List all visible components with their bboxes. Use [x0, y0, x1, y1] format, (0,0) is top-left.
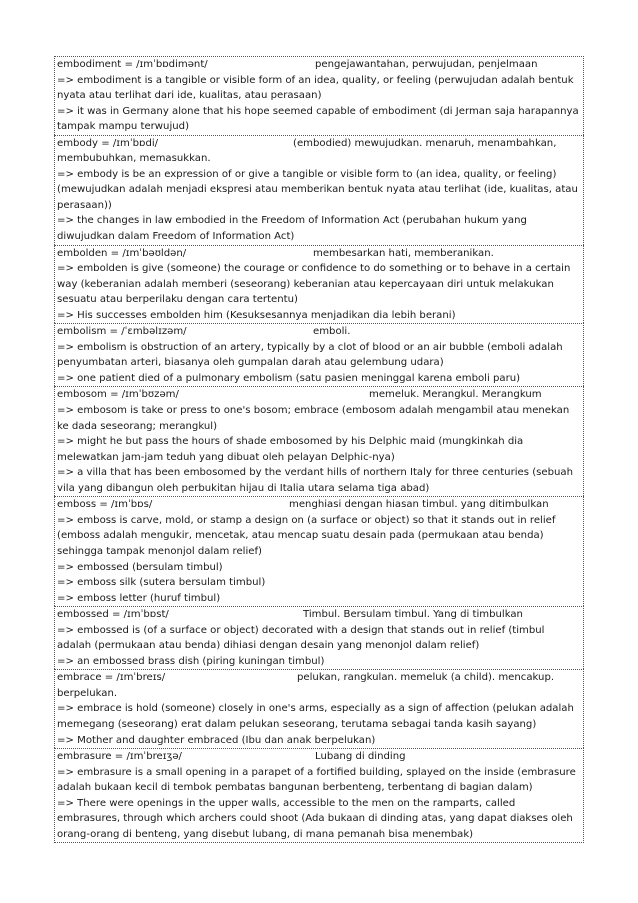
entry-line: => embodiment is a tangible or visible form of an idea, quality, or feeling (perwujudan adalah bentuk nyata atau terlihat dari ide, kualitas, atau perasaan) — [57, 74, 574, 102]
entry-line: => embolism is obstruction of an artery, typically by a clot of blood or an air bubble (emboli adalah penyumbatan arteri, biasanya oleh gumpalan darah atau gelembung udara) — [57, 341, 563, 369]
entry-embrace — [54, 669, 584, 748]
entry-translation: Timbul. Bersulam timbul. Yang di timbulkan — [303, 609, 523, 621]
entry-term: embrace = /ɪmˈbreɪs/ — [57, 672, 166, 684]
entry-translation-cont: berpelukan. — [57, 687, 118, 699]
entry-embolism — [54, 323, 584, 386]
entry-head — [57, 136, 581, 152]
entry-emboss — [54, 496, 584, 606]
entry-translation: emboli. — [313, 326, 351, 338]
entry-line: => the changes in law embodied in the Freedom of Information Act (perubahan hukum yang diwujudkan dalam Freedom of Information Act) — [57, 215, 527, 243]
entry-term: embolism = /ˈɛmbəlɪzəm/ — [57, 326, 187, 338]
entry-translation: memeluk. Merangkul. Merangkum — [369, 389, 542, 401]
entry-head — [57, 749, 581, 765]
entry-translation: pengejawantahan, perwujudan, penjelmaan — [315, 59, 538, 70]
entry-embosom — [54, 386, 584, 496]
entry-term: embossed = /ɪmˈbɒst/ — [57, 609, 169, 621]
entry-head — [57, 670, 581, 686]
entry-head — [57, 57, 581, 73]
entry-line: => emboss is carve, mold, or stamp a design on (a surface or object) so that it stands out in relief (emboss adalah mengukir, mencetak, atau mencap suatu desain pada (permukaan atau benda) sehingga tampak menonjol dalam relief) — [57, 514, 556, 557]
entry-translation: (embodied) mewujudkan. menaruh, menambahkan, — [293, 137, 557, 149]
entry-head — [57, 607, 581, 623]
entry-line: => it was in Germany alone that his hope seemed capable of embodiment (di Jerman saja harapannya tampak mampu terwujud) — [57, 105, 579, 133]
entry-line: => embosom is take or press to one's bosom; embrace (embosom adalah mengambil atau menekan ke dada seseorang; merangkul) — [57, 405, 570, 432]
entry-line: => one patient died of a pulmonary embolism (satu pasien meninggal karena emboli paru) — [57, 372, 521, 384]
entry-translation: menghiasi dengan hiasan timbul. yang ditimbulkan — [289, 499, 549, 511]
entry-head — [57, 387, 581, 403]
entry-translation: membesarkan hati, memberanikan. — [313, 247, 494, 259]
entry-embolden — [54, 245, 584, 324]
entry-line: => a villa that has been embosomed by the verdant hills of northern Italy for three centuries (sebuah vila yang dibangun oleh perbukitan hijau di Italia utara selama tiga abad) — [57, 467, 574, 494]
entry-line: => embrace is hold (someone) closely in one's arms, especially as a sign of affection (pelukan adalah memegang (seseorang) erat dalam pelukan seseorang, terutama sebagai tanda kasih sayang) — [57, 703, 574, 730]
entry-term: embodiment = /ɪmˈbɒdimənt/ — [57, 59, 208, 70]
entry-line: => embrasure is a small opening in a parapet of a fortified building, splayed on the inside (embrasure adalah bukaan kecil di tembok pembatas bangunan berbenteng, terbentang di bagian dalam) — [57, 766, 576, 794]
entry-line: => embossed (bersulam timbul) — [57, 561, 223, 573]
dictionary-table — [54, 56, 584, 843]
entry-line: => embolden is give (someone) the courage or confidence to do something or to behave in a certain way (keberanian adalah memberi (seseorang) keberanian atau kepercayaan diri untuk melakukan sesuatu atau berperilaku dengan cara tertentu) — [57, 263, 571, 306]
entry-line: => an embossed brass dish (piring kuningan timbul) — [57, 655, 325, 667]
entry-term: embrasure = /ɪmˈbreɪʒə/ — [57, 751, 182, 763]
entry-line: => His successes embolden him (Kesuksesannya menjadikan dia lebih berani) — [57, 309, 456, 321]
entry-embossed — [54, 606, 584, 669]
entry-line: => Mother and daughter embraced (Ibu dan anak berpelukan) — [57, 734, 376, 746]
entry-embodiment — [54, 56, 584, 135]
entry-translation: pelukan, rangkulan. memeluk (a child). mencakup. — [297, 672, 555, 684]
entry-term: emboss = /ɪmˈbɒs/ — [57, 499, 153, 511]
entry-term: embody = /ɪmˈbɒdi/ — [57, 137, 159, 149]
entry-term: embolden = /ɪmˈbəʊldən/ — [57, 247, 187, 259]
entry-translation-cont: membubuhkan, memasukkan. — [57, 153, 211, 165]
entry-line: => emboss letter (huruf timbul) — [57, 592, 221, 604]
entry-line: => embossed is (of a surface or object) decorated with a design that stands out in relief (timbul adalah (permukaan atau benda) dihiasi dengan desain yang menonjol dalam relief) — [57, 624, 545, 652]
entry-translation: Lubang di dinding — [315, 751, 406, 763]
entry-line: => embody is be an expression of or give a tangible or visible form to (an idea, quality, or feeling) (mewujudkan adalah menjadi ekspresi atau memberikan bentuk nyata atau terlihat (ide, kualitas, atau perasaan)) — [57, 168, 578, 211]
entry-line: => emboss silk (sutera bersulam timbul) — [57, 577, 266, 589]
entry-embody — [54, 135, 584, 245]
entry-head — [57, 246, 581, 262]
entry-head — [57, 324, 581, 340]
entry-line: => might he but pass the hours of shade embosomed by his Delphic maid (mungkinkah dia melewatkan jam-jam teduh yang dibuat oleh pelayan Delphic-nya) — [57, 436, 524, 463]
entry-head — [57, 497, 581, 513]
entry-line: => There were openings in the upper walls, accessible to the men on the ramparts, called embrasures, through which archers could shoot (Ada bukaan di dinding atas, yang dapat diakses oleh orang-orang di benteng, yang disebut lubang, di mana pemanah bisa menembak) — [57, 797, 573, 840]
entry-term: embosom = /ɪmˈbʊzəm/ — [57, 389, 179, 401]
entry-embrasure — [54, 748, 584, 843]
